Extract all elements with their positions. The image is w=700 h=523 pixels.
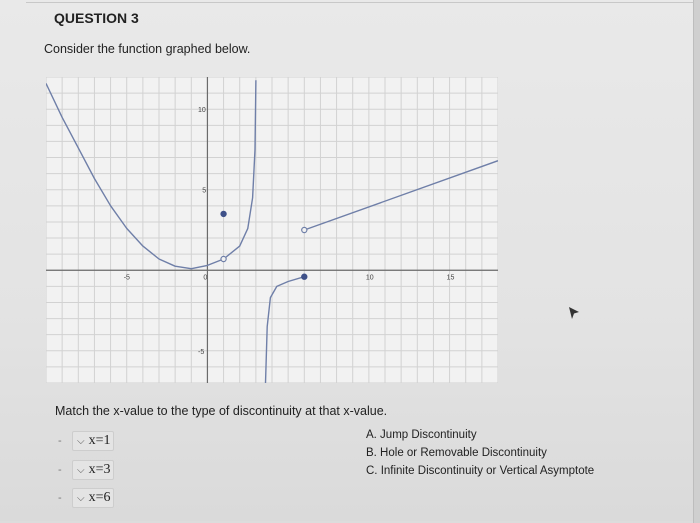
mouse-pointer-icon	[568, 306, 580, 320]
match-row-2	[58, 460, 114, 480]
answer-dropdown-x3[interactable]	[72, 460, 114, 480]
y-tick-label: -5	[198, 348, 205, 356]
question-title: QUESTION 3	[54, 10, 139, 26]
x-tick-label: -5	[123, 274, 130, 282]
y-tick-label: 10	[198, 107, 206, 115]
x-tick-label: 15	[446, 274, 455, 282]
window-edge	[693, 0, 700, 523]
row-dash: -	[58, 435, 62, 447]
chevron-down-icon: ⌵	[77, 464, 85, 476]
closed-point-marker	[221, 211, 226, 216]
answer-options	[366, 426, 594, 480]
answer-dropdown-x6[interactable]	[72, 488, 114, 508]
row-dash: -	[58, 464, 62, 476]
answer-dropdown-x1[interactable]	[72, 431, 114, 451]
answer-option-c: C. Infinite Discontinuity or Vertical Asymptote	[366, 465, 595, 477]
open-point-marker	[302, 227, 307, 232]
question-prompt: Consider the function graphed below.	[44, 42, 251, 56]
x-value-label: x=3	[88, 462, 111, 477]
match-instructions: Match the x-value to the type of discontinuity at that x-value.	[55, 404, 388, 418]
x-value-label: x=6	[88, 490, 111, 505]
top-divider	[26, 2, 694, 3]
chevron-down-icon: ⌵	[77, 492, 85, 504]
chevron-down-icon: ⌵	[77, 435, 85, 447]
closed-point-marker	[302, 274, 307, 279]
row-dash: -	[58, 492, 62, 504]
open-point-marker	[221, 256, 226, 261]
match-row-3	[58, 488, 114, 508]
y-tick-label: 5	[202, 187, 207, 195]
x-tick-label: 0	[203, 274, 208, 282]
match-row-1	[58, 431, 114, 451]
x-tick-label: 10	[365, 274, 374, 282]
x-value-label: x=1	[88, 433, 111, 448]
answer-option-b: B. Hole or Removable Discontinuity	[366, 447, 547, 459]
function-graph	[46, 77, 498, 383]
answer-option-a: A. Jump Discontinuity	[366, 429, 477, 441]
